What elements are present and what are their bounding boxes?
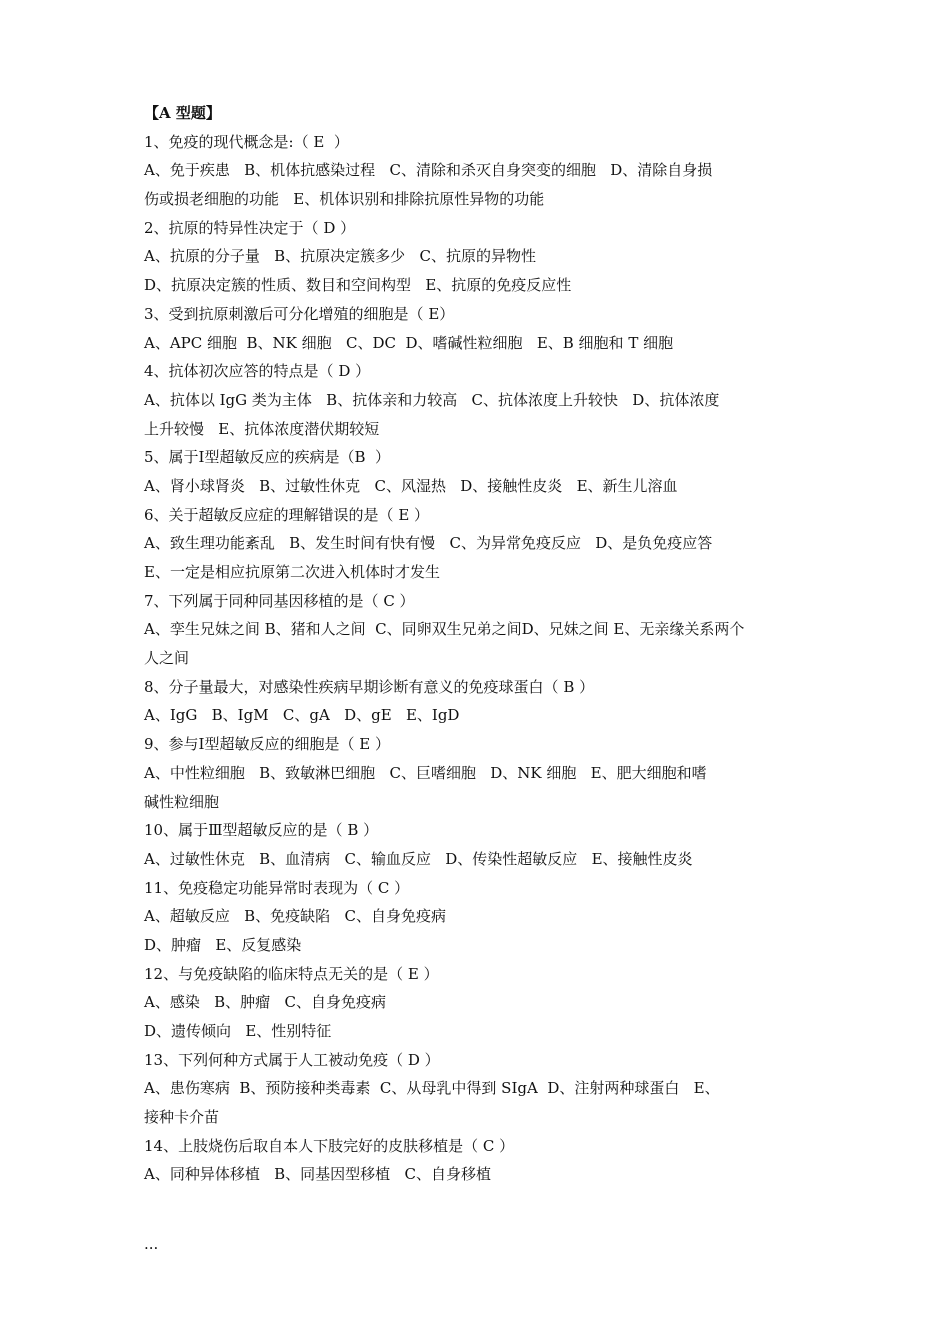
- text-line: 12、与免疫缺陷的临床特点无关的是（ E ）: [144, 964, 439, 983]
- text-line: 11、免疫稳定功能异常时表现为（ C ）: [144, 878, 410, 897]
- text-line: 人之间: [144, 649, 190, 668]
- text-line: D、抗原决定簇的性质、数目和空间构型 E、抗原的免疫反应性: [144, 276, 572, 295]
- text-line: 3、受到抗原刺激后可分化增殖的细胞是（ E）: [144, 304, 455, 323]
- text-line: A、过敏性休克 B、血清病 C、输血反应 D、传染性超敏反应 E、接触性皮炎: [144, 849, 693, 868]
- text-line: A、孪生兄妹之间 B、猪和人之间 C、同卵双生兄弟之间D、兄妹之间 E、无亲缘关系两个: [144, 620, 745, 639]
- text-line: E、一定是相应抗原第二次进入机体时才发生: [144, 563, 440, 581]
- text-line: 8、分子量最大，对感染性疾病早期诊断有意义的免疫球蛋白（ B ）: [144, 677, 595, 696]
- text-line: 7、下列属于同种同基因移植的是（ C ）: [144, 591, 415, 610]
- text-line: 1、免疫的现代概念是:（ E ）: [144, 132, 349, 151]
- text-line: A、肾小球肾炎 B、过敏性休克 C、风湿热 D、接触性皮炎 E、新生儿溶血: [144, 476, 678, 495]
- text-line: A、患伤寒病 B、预防接种类毒素 C、从母乳中得到 SIgA D、注射两种球蛋白 E、: [144, 1079, 720, 1098]
- text-line: 6、关于超敏反应症的理解错误的是（ E ）: [144, 505, 430, 524]
- text-line: 上升较慢 E、抗体浓度潜伏期较短: [144, 419, 380, 438]
- page-footer: ...: [144, 1235, 159, 1253]
- text-line: A、抗体以 IgG 类为主体 B、抗体亲和力较高 C、抗体浓度上升较快 D、抗体浓度: [144, 390, 720, 409]
- text-line: A、同种异体移植 B、同基因型移植 C、自身移植: [144, 1165, 491, 1184]
- text-line: A、IgG B、IgM C、gA D、gE E、IgD: [144, 706, 460, 725]
- text-line: A、免于疾患 B、机体抗感染过程 C、清除和杀灭自身突变的细胞 D、清除自身损: [144, 161, 713, 180]
- document-body: [144, 99, 812, 1189]
- text-line: D、遗传倾向 E、性别特征: [144, 1022, 332, 1040]
- text-line: A、超敏反应 B、免疫缺陷 C、自身免疫病: [144, 907, 446, 926]
- text-line: 4、抗体初次应答的特点是（ D ）: [144, 362, 371, 381]
- text-line: 5、属于Ⅰ型超敏反应的疾病是（B ）: [144, 448, 391, 467]
- text-line: A、抗原的分子量 B、抗原决定簇多少 C、抗原的异物性: [144, 247, 536, 266]
- text-line: A、感染 B、肿瘤 C、自身免疫病: [144, 993, 386, 1012]
- text-line: D、肿瘤 E、反复感染: [144, 935, 302, 954]
- text-line: 伤或损老细胞的功能 E、机体识别和排除抗原性异物的功能: [144, 190, 545, 209]
- text-line: 2、抗原的特异性决定于（ D ）: [144, 218, 356, 237]
- text-line: 13、下列何种方式属于人工被动免疫（ D ）: [144, 1050, 440, 1069]
- text-line: 碱性粒细胞: [144, 792, 220, 811]
- text-line: 10、属于Ⅲ型超敏反应的是（ B ）: [144, 821, 379, 840]
- text-line: 14、上肢烧伤后取自本人下肢完好的皮肤移植是（ C ）: [144, 1136, 515, 1155]
- question-list: [144, 128, 812, 1189]
- section-title: 【A 型题】: [144, 104, 221, 122]
- text-line: A、APC 细胞 B、NK 细胞 C、DC D、嗜碱性粒细胞 E、B 细胞和 T 细胞: [144, 333, 674, 352]
- text-line: A、中性粒细胞 B、致敏淋巴细胞 C、巨嗜细胞 D、NK 细胞 E、肥大细胞和嗜: [144, 763, 707, 782]
- text-line: 接种卡介苗: [144, 1108, 220, 1127]
- text-line: 9、参与Ⅰ型超敏反应的细胞是（ E ）: [144, 735, 390, 754]
- text-line: A、致生理功能紊乱 B、发生时间有快有慢 C、为异常免疫反应 D、是负免疫应答: [144, 534, 713, 553]
